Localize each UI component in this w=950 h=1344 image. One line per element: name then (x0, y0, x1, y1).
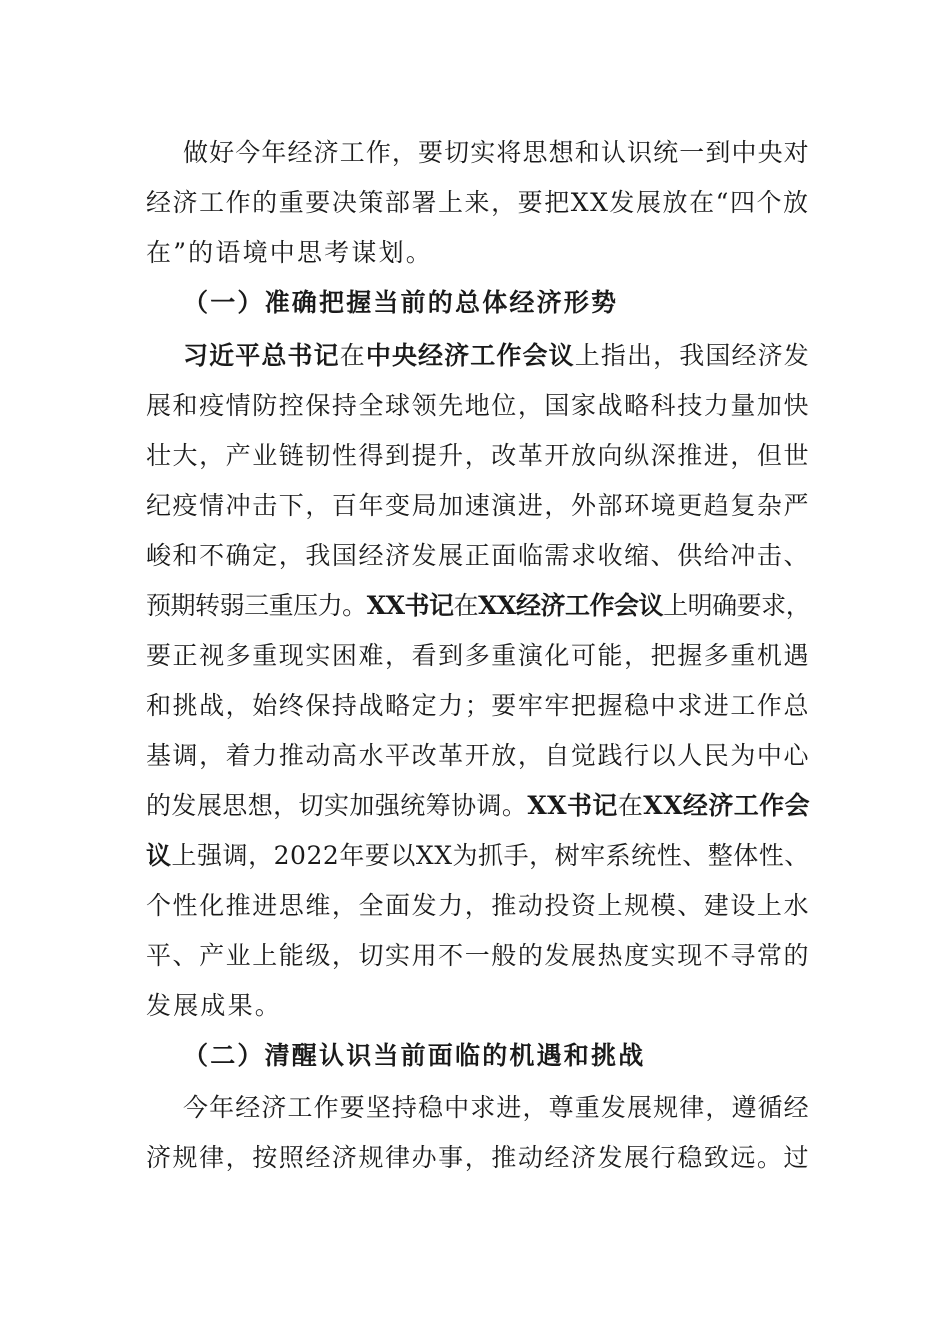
emphasis-text: （二）清醒认识当前面临的机遇和挑战 (183, 1041, 646, 1070)
section-heading-2 (183, 1031, 645, 1081)
body-text: 个性化推进思维，全面发力，推动投资上规模、建设上水 (146, 891, 811, 920)
body-text: 平、产业上能级，切实用不一般的发展热度实现不寻常的 (146, 941, 811, 970)
body-text: 基调，着力推动高水平改革开放，自觉践行以人民为中心 (146, 741, 811, 770)
body-text: 在 (339, 341, 366, 370)
body-text: 做好今年经济工作，要切实将思想和认识统一到中央对 (183, 138, 810, 167)
body-text: 发展成果。 (146, 991, 283, 1020)
paragraph-line (146, 1133, 810, 1183)
body-text: 今年经济工作要坚持稳中求进，尊重发展规律，遵循经 (183, 1093, 810, 1122)
emphasis-text: 习近平总书记 (183, 341, 340, 370)
body-text: 壮大，产业链韧性得到提升，改革开放向纵深推进，但世 (146, 441, 811, 470)
body-text: 上指出，我国经济发 (574, 341, 810, 370)
body-text: 预期转弱三重压力。 (146, 591, 367, 620)
paragraph-line (146, 631, 810, 681)
body-text: 在 (617, 791, 644, 820)
emphasis-text: XX书记 (527, 791, 618, 820)
emphasis-text: 议 (146, 841, 172, 870)
paragraph-line (146, 931, 810, 981)
body-text: 峻和不确定，我国经济发展正面临需求收缩、供给冲击、 (146, 541, 811, 570)
paragraph-line (183, 128, 810, 178)
body-text: 济规律，按照经济规律办事，推动经济发展行稳致远。过 (146, 1143, 811, 1172)
body-text: 经济工作的重要决策部署上来，要把XX发展放在“四个放 (146, 188, 810, 217)
body-text: 的发展思想，切实加强统筹协调。 (146, 791, 528, 820)
emphasis-text: （一）准确把握当前的总体经济形势 (183, 288, 619, 317)
emphasis-text: XX经济工作会 (643, 791, 811, 820)
body-text: 展和疫情防控保持全球领先地位，国家战略科技力量加快 (146, 391, 811, 420)
body-text: 上强调，2022年要以XX为抓手，树牢系统性、整体性、 (171, 841, 810, 870)
body-text: 纪疫情冲击下，百年变局加速演进，外部环境更趋复杂严 (146, 491, 811, 520)
emphasis-text: 中央经济工作会议 (365, 341, 575, 370)
emphasis-text: XX经济工作会议 (478, 591, 664, 620)
paragraph-line (146, 178, 810, 228)
paragraph-line (183, 1083, 810, 1133)
paragraph-line (146, 581, 810, 631)
paragraph-line (146, 431, 810, 481)
body-text: 在 (453, 591, 479, 620)
paragraph-line (146, 381, 810, 431)
paragraph-line (146, 981, 282, 1031)
body-text: 上明确要求， (663, 591, 811, 620)
paragraph-line (146, 681, 810, 731)
body-text: 要正视多重现实困难，看到多重演化可能，把握多重机遇 (146, 641, 811, 670)
paragraph-line (146, 781, 810, 831)
paragraph-line (146, 881, 810, 931)
section-heading-1 (183, 278, 618, 328)
paragraph-line (146, 731, 810, 781)
paragraph-line (146, 481, 810, 531)
body-text: 在”的语境中思考谋划。 (146, 238, 433, 267)
paragraph-line (146, 228, 433, 278)
paragraph-line (146, 831, 810, 881)
paragraph-line (146, 531, 810, 581)
emphasis-text: XX书记 (366, 591, 454, 620)
body-text: 和挑战，始终保持战略定力；要牢牢把握稳中求进工作总 (146, 691, 811, 720)
paragraph-line (183, 331, 810, 381)
